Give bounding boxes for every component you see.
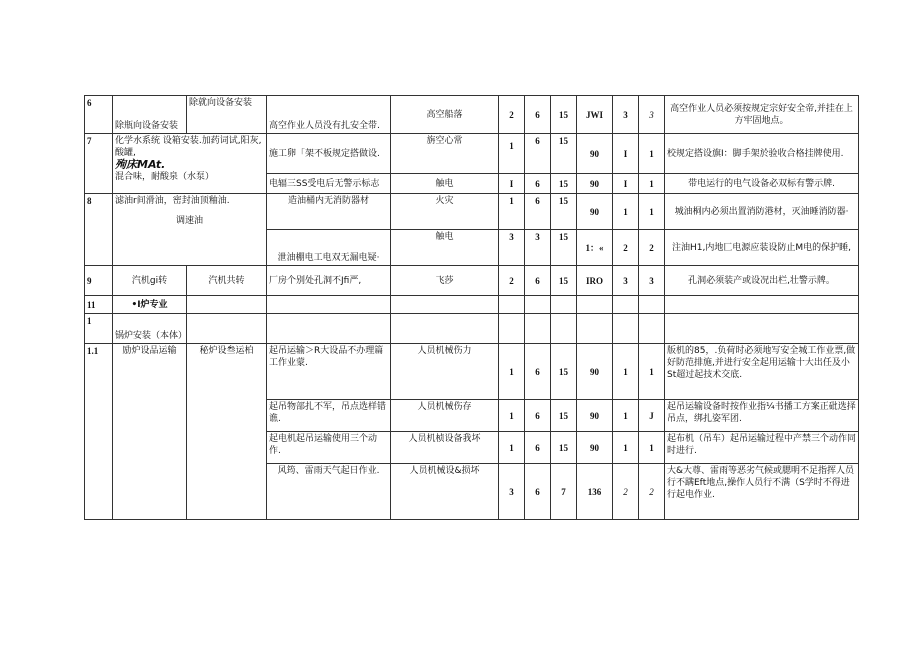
grade-value: J (639, 400, 665, 432)
c-value: 15 (551, 134, 577, 174)
hazard-cell: 起吊运输＞R大设品不办理篇工作业蒙. (267, 344, 391, 400)
accident-type-cell: 触电 (391, 230, 499, 266)
section-title: 锅炉安装（本体） (113, 314, 187, 344)
d-value: 90 (577, 134, 613, 174)
l-value: 2 (499, 96, 525, 134)
e-value: 6 (525, 96, 551, 134)
e-value: 6 (525, 134, 551, 174)
subtask-cell: 汽机共转 (187, 266, 267, 296)
c-value: 15 (551, 344, 577, 400)
d-value: 136 (577, 464, 613, 520)
control-measure-cell: 校规定搭设旗I：脚手架於验收合格挂牌使用. (665, 134, 859, 174)
d-value: JWI (577, 96, 613, 134)
activity-cell (113, 134, 267, 194)
e-value: 6 (525, 266, 551, 296)
c-value: 7 (551, 464, 577, 520)
accident-type-cell: 触电 (391, 174, 499, 194)
control-measure-cell: 孔洞必须装产或设况出栏,壮警示牌。 (665, 266, 859, 296)
grade-value: 1 (639, 174, 665, 194)
hazard-cell: 风筠、雷雨天气起日作业. (267, 464, 391, 520)
d-value: 90 (577, 344, 613, 400)
hazard-cell: 施工卵「架不板规定搭做设. (267, 134, 391, 174)
table-row (85, 96, 859, 134)
grade-value: 1 (639, 134, 665, 174)
l-value: 1 (499, 194, 525, 230)
hazard-cell: 起电机起吊运输使用三个动作. (267, 432, 391, 464)
row-id: 8 (85, 194, 113, 266)
l-value: 1 (499, 134, 525, 174)
accident-type-cell: 火灾 (391, 194, 499, 230)
activity-cell: 励炉设品运输 (113, 344, 187, 520)
activity-line: 滤油r间滑油，密封油顶釉油. (115, 196, 230, 206)
c-value: 15 (551, 194, 577, 230)
level-value: 1 (613, 432, 639, 464)
l-value: 1 (499, 344, 525, 400)
control-measure-cell: 城油桐内必须出置消防港材，灭油睡消防器· (665, 194, 859, 230)
table-row (85, 134, 859, 174)
accident-type-cell: 人员机械设&损坏 (391, 464, 499, 520)
hazard-cell: 厂房个别处孔洞不Jfi严, (267, 266, 391, 296)
risk-assessment-table (84, 95, 859, 520)
level-value: 2 (613, 230, 639, 266)
e-value: 6 (525, 194, 551, 230)
hazard-cell: 高空作业人员没有扎安全带. (267, 96, 391, 134)
c-value: 15 (551, 266, 577, 296)
accident-type-cell: 飞莎 (391, 266, 499, 296)
level-value: 3 (613, 266, 639, 296)
row-id: 1 (85, 314, 113, 344)
level-value: 1 (613, 344, 639, 400)
e-value: 6 (525, 174, 551, 194)
control-measure-cell: 高空作业人员必须按规定宗好安全帝,并挂在上方牢固地点。 (665, 96, 859, 134)
grade-value: 1 (639, 432, 665, 464)
hazard-cell: 起吊物部扎不军，吊点选样错谯. (267, 400, 391, 432)
activity-line: 混合味，耐酸泉（水泵） (115, 172, 215, 182)
table-row (85, 344, 859, 400)
control-measure-cell: 起布机（吊车）起吊运输过程中产禁三个动作同时进行. (665, 432, 859, 464)
e-value: 6 (525, 432, 551, 464)
d-value: 90 (577, 432, 613, 464)
section-title: •I炉专业 (113, 296, 187, 314)
grade-value: 2 (639, 230, 665, 266)
c-value: 15 (551, 400, 577, 432)
activity-line: 化学水系统 设箱安装.加药词试,阳灰,酸罐, (115, 136, 262, 158)
row-id: 1.1 (85, 344, 113, 520)
activity-line: 殉床MAt. (115, 158, 166, 171)
l-value: 3 (499, 230, 525, 266)
control-measure-cell: 带电运行的电气设备必双标有警示牌. (665, 174, 859, 194)
c-value: 15 (551, 432, 577, 464)
l-value: 1 (499, 400, 525, 432)
accident-type-cell: 人员机桢设备我坏 (391, 432, 499, 464)
row-id: 7 (85, 134, 113, 194)
c-value: 15 (551, 230, 577, 266)
row-id: 6 (85, 96, 113, 134)
c-value: 15 (551, 96, 577, 134)
e-value: 6 (525, 400, 551, 432)
hazard-cell: 电辐三SS受电后无警示标志 (267, 174, 391, 194)
activity-cell (113, 194, 267, 266)
level-value: I (613, 174, 639, 194)
table-row (85, 266, 859, 296)
level-value: 1 (613, 400, 639, 432)
hazard-cell: 泄油棚电工电双无漏电疑· (267, 230, 391, 266)
control-measure-cell: 大&大尊、雷雨等恶劣气候或腮明不足指挥人员行不蹒Eft地点,操作人员行不满（S学时不得进行起电作业. (665, 464, 859, 520)
l-value: 3 (499, 464, 525, 520)
level-value: 2 (613, 464, 639, 520)
l-value: 1 (499, 432, 525, 464)
e-value: 3 (525, 230, 551, 266)
l-value: 2 (499, 266, 525, 296)
e-value: 6 (525, 344, 551, 400)
activity-cell: 除瓶向设备安装 (113, 96, 187, 134)
level-value: 3 (613, 96, 639, 134)
accident-type-cell: 旃空心常 (391, 134, 499, 174)
d-value: 90 (577, 400, 613, 432)
grade-value: 2 (639, 464, 665, 520)
accident-type-cell: 高空船落 (391, 96, 499, 134)
level-value: 1 (613, 194, 639, 230)
grade-value: 1 (639, 344, 665, 400)
activity-line: 调速油 (175, 216, 203, 226)
grade-value: 3 (639, 266, 665, 296)
subtask-cell: 秘炉设叁运柏 (187, 344, 267, 520)
table-row (85, 194, 859, 230)
d-value: 1：« (577, 230, 613, 266)
row-id: 11 (85, 296, 113, 314)
d-value: IRO (577, 266, 613, 296)
control-measure-cell: 版机的85，.负荷时必须地写安全城工作业票,做好防范排施,并进行安全起用运输十大出任及小St超过起技术交底. (665, 344, 859, 400)
l-value: I (499, 174, 525, 194)
c-value: 15 (551, 174, 577, 194)
section-row (85, 314, 859, 344)
grade-value: 1 (639, 194, 665, 230)
level-value: I (613, 134, 639, 174)
d-value: 90 (577, 174, 613, 194)
accident-type-cell: 人员机械伤力 (391, 344, 499, 400)
section-row (85, 296, 859, 314)
control-measure-cell: 注油H1,内地匚电源应装设防止M电的保护睡, (665, 230, 859, 266)
accident-type-cell: 人员机械伤存 (391, 400, 499, 432)
hazard-cell: 造油桶内无消防器材 (267, 194, 391, 230)
grade-value: 3 (639, 96, 665, 134)
row-id: 9 (85, 266, 113, 296)
e-value: 6 (525, 464, 551, 520)
control-measure-cell: 起吊运输设备时按作业指¼书播工方案正砒选择吊点，绑扎姿军团. (665, 400, 859, 432)
subtask-cell: 除就向设备安装 (187, 96, 267, 134)
activity-cell: 汽机gi转 (113, 266, 187, 296)
d-value: 90 (577, 194, 613, 230)
